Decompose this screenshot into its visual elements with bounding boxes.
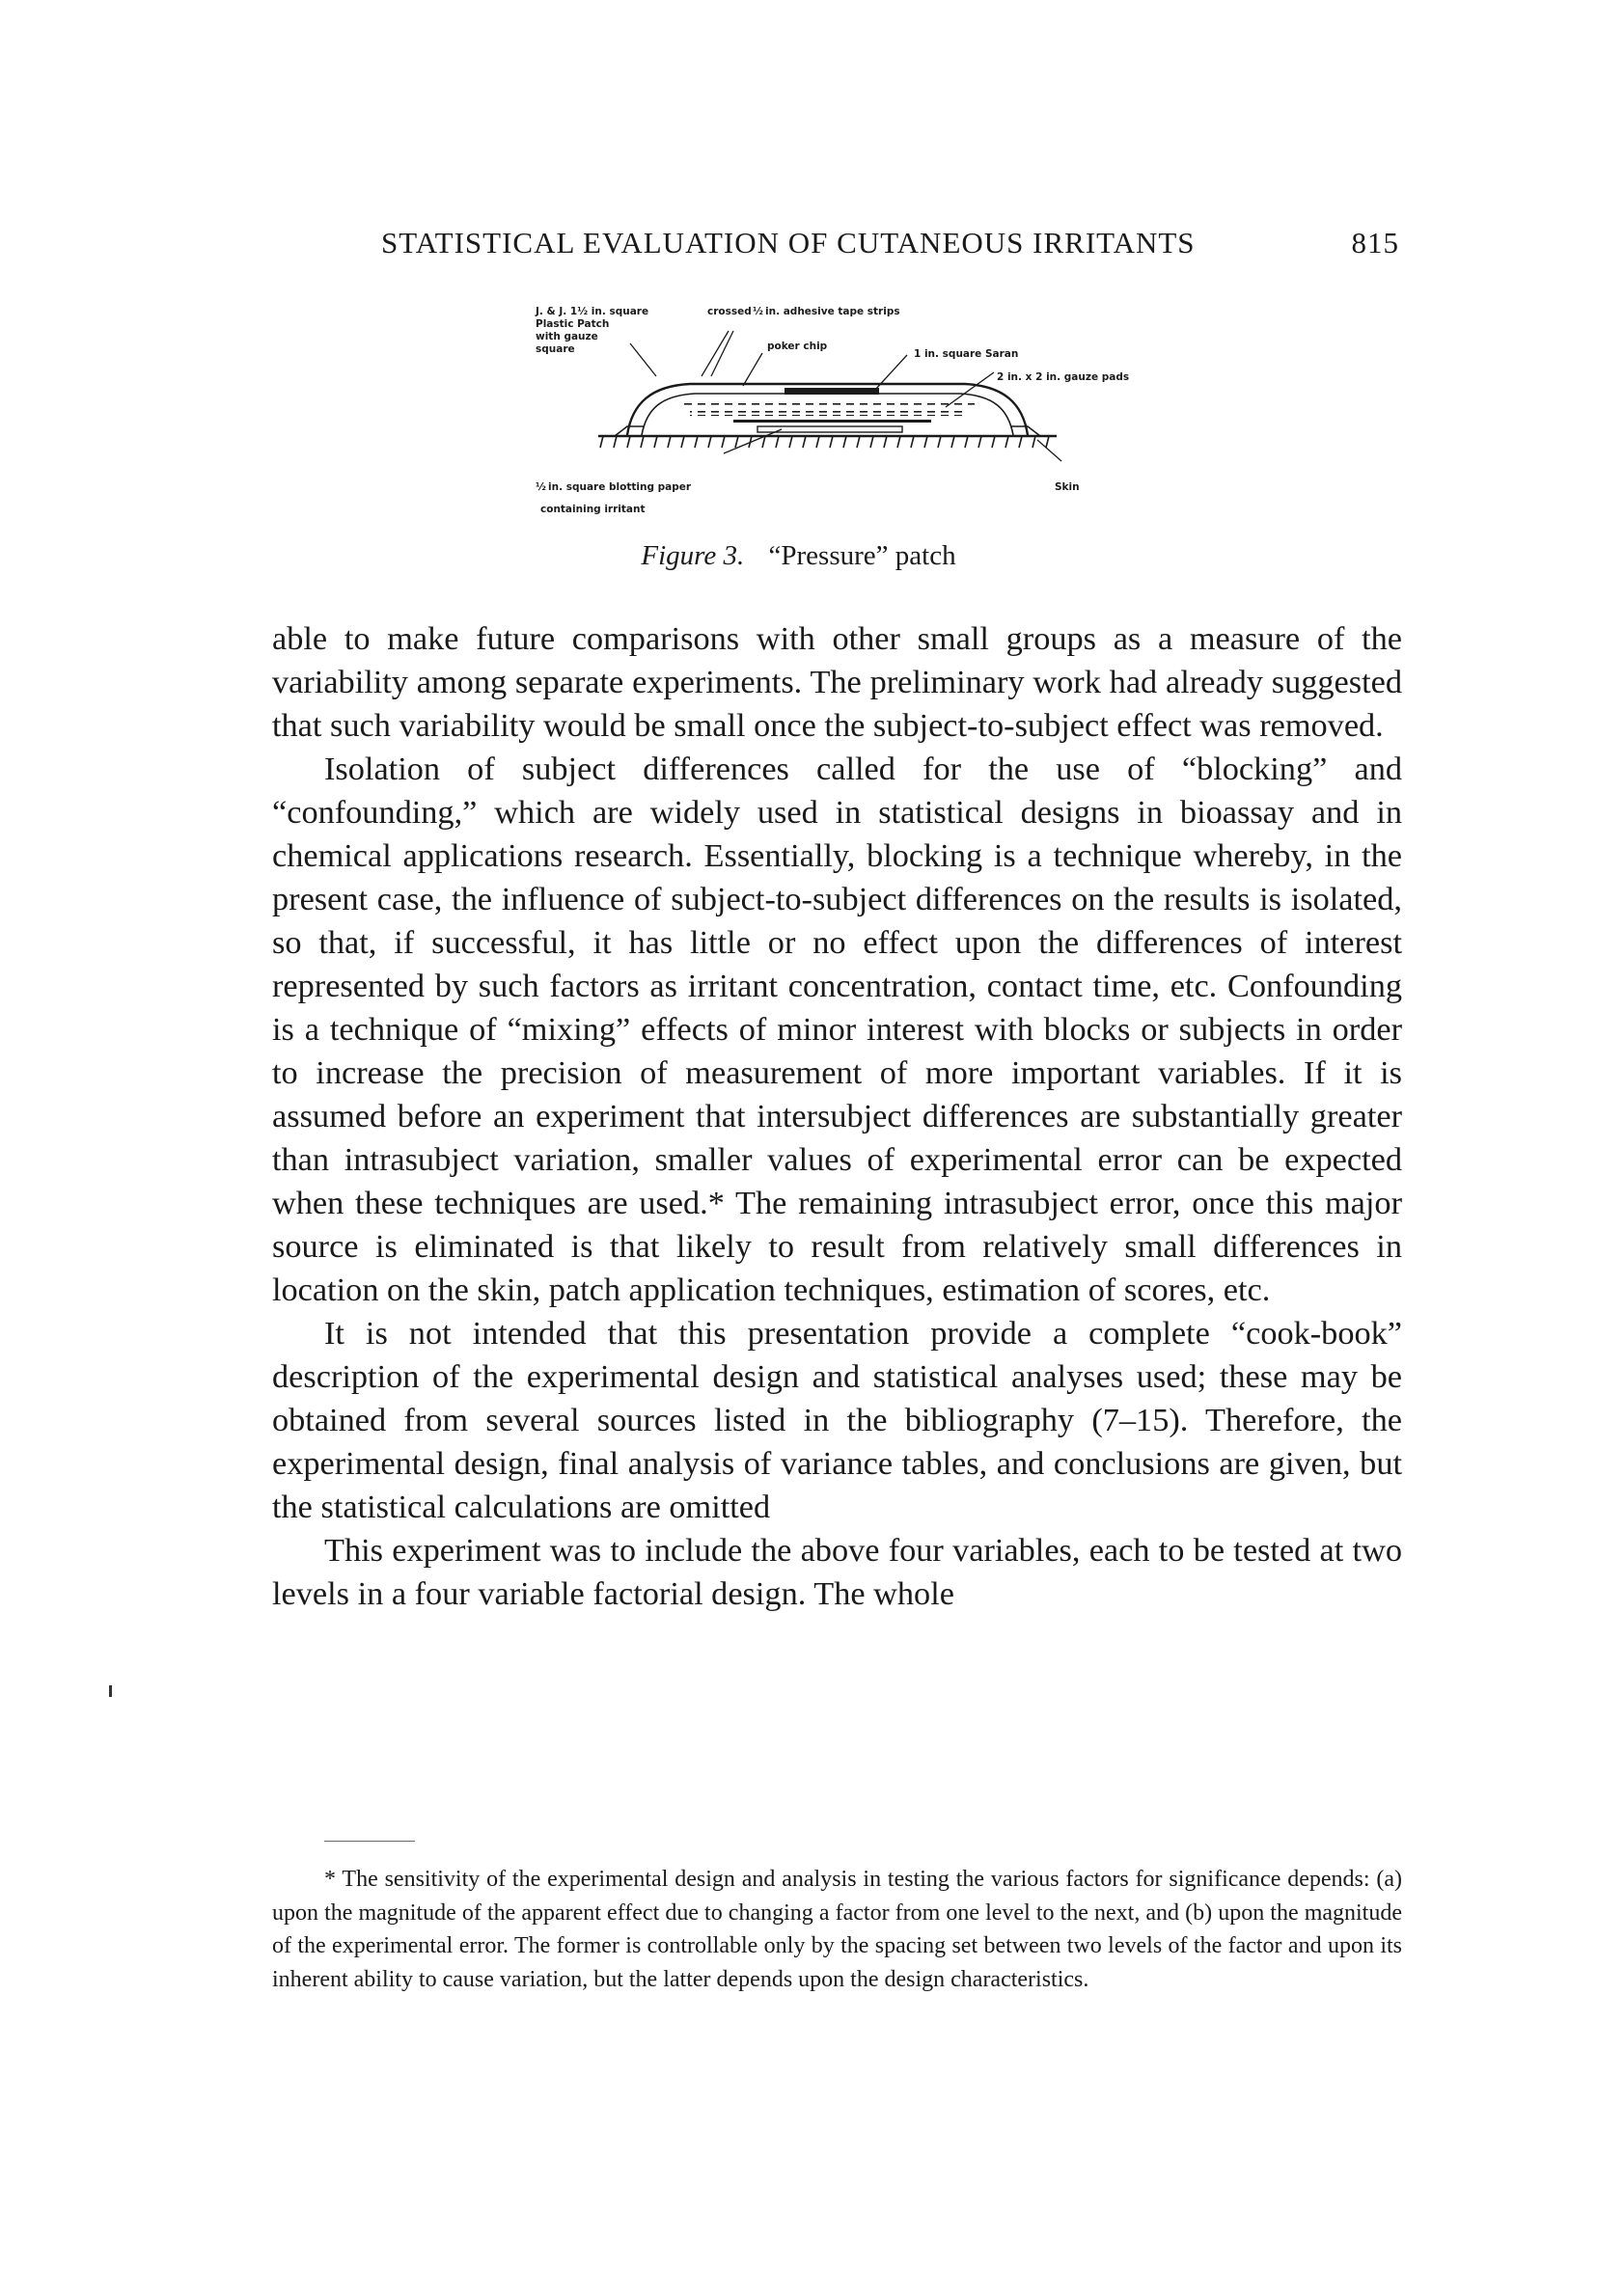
page-number: 815 xyxy=(1351,226,1399,260)
tape-label: in. adhesive tape strips xyxy=(765,306,900,317)
saran-square xyxy=(733,420,931,423)
poker-chip-label: poker chip xyxy=(767,341,828,352)
poker-chip xyxy=(785,388,879,395)
figure-caption-text: “Pressure” patch xyxy=(768,540,956,571)
tape-strip-ends xyxy=(615,426,1040,436)
footnote-rule xyxy=(324,1841,415,1842)
tape-label-pre: crossed xyxy=(707,306,752,317)
gauze-pads xyxy=(680,401,975,406)
figure-3-diagram xyxy=(536,306,1130,529)
skin-surface xyxy=(598,436,1057,448)
footnote xyxy=(272,1863,1402,1996)
figure-caption xyxy=(0,540,1597,572)
pressure-patch-diagram xyxy=(536,306,1130,529)
margin-mark xyxy=(109,1685,112,1697)
paragraph-3: It is not intended that this presentation provide a complete “cook-book” description of the experimental design and statistical analyses used; these may be obtained from several sources listed in the bibliography (7–15). Therefore, the experimental design, final analysis of variance tables, and conclusions are given, but the statistical calculations are omitted xyxy=(272,1315,1402,1525)
saran-label: 1 in. square Saran xyxy=(914,348,1019,360)
paragraph-2: Isolation of subject differences called for the use of “blocking” and “confounding,” which are widely used in statistical designs in bioassay and in chemical applications research. Essentially, blocking is a technique whereby, in the present case, the influence of subject-to-subject differences on the results is isolated, so that, if successful, it has little or no effect upon the differences of interest represented by such factors as irritant concentration, contact time, etc. Confounding is a technique of “mixing” effects of minor interest with blocks or subjects in order to increase the precision of measurement of more important variables. If it is assumed before an experiment that intersubject differences are substantially greater than intrasubject variation, smaller values of experimental error can be expected when these techniques are used.* The remaining intrasubject error, once this major source is eliminated is that likely to result from relatively small differences in location on the skin, patch application techniques, estimation of scores, etc. xyxy=(272,751,1402,1308)
gauze-pads-lower xyxy=(690,411,965,416)
figure-caption-label: Figure 3. xyxy=(641,540,745,571)
gauze-pads-label: 2 in. x 2 in. gauze pads xyxy=(997,371,1130,383)
blotting-paper-label: in. square blotting paper xyxy=(548,481,692,493)
footnote-text: * The sensitivity of the experimental design and analysis in testing the various factors for significance depends: (a) upon the magnitude of the apparent effect due to changing a factor from one level to the next, and (b) upon the magnitude of the experimental error. The former is controllable only by the spacing set between two levels of the factor and upon its inherent ability to cause variation, but the latter depends upon the design characteristics. xyxy=(272,1867,1402,1992)
running-head-title: STATISTICAL EVALUATION OF CUTANEOUS IRRITANTS xyxy=(381,226,1196,260)
skin-label: Skin xyxy=(1055,481,1080,493)
tape-label-fraction: ½ xyxy=(753,306,763,317)
plastic-patch-label-4: square xyxy=(536,343,575,355)
plastic-patch-label-2: Plastic Patch xyxy=(536,318,610,330)
blotting-paper-label-2: containing irritant xyxy=(540,504,646,515)
paragraph-1: able to make future comparisons with other small groups as a measure of the variability among separate experiments. The preliminary work had already suggested that such variability would be small once the subject-to-subject effect was removed. xyxy=(272,620,1402,744)
body-text xyxy=(272,617,1402,1616)
blotting-label-fraction: ½ xyxy=(536,481,546,493)
plastic-patch-label-3: with gauze xyxy=(536,331,598,342)
blotting-paper xyxy=(757,426,902,432)
plastic-patch-label: J. & J. 1½ in. square xyxy=(536,306,649,317)
paragraph-4: This experiment was to include the above four variables, each to be tested at two levels in a four variable factorial design. The whole xyxy=(272,1532,1402,1612)
